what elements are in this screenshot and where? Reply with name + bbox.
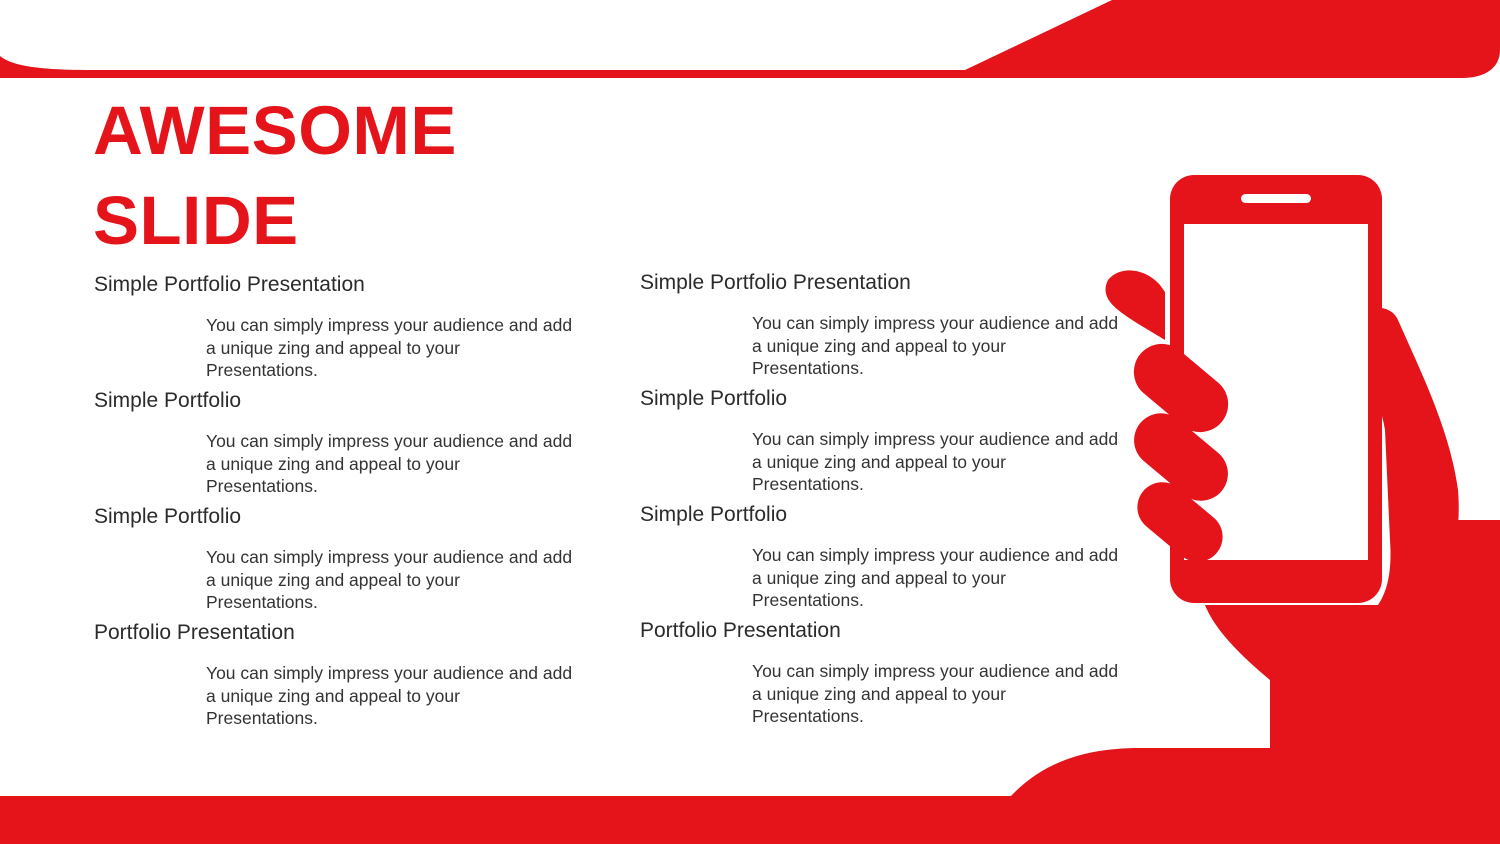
top-banner-shape [0, 0, 1500, 78]
list-item [640, 500, 1120, 616]
list-item [94, 270, 574, 386]
item-heading: Simple Portfolio [94, 505, 242, 528]
bottom-band [0, 796, 1500, 844]
list-item [640, 268, 1120, 384]
list-item [94, 618, 574, 734]
item-description: You can simply impress your audience and add a unique zing and appeal to your Presentations. [752, 429, 1119, 494]
item-description: You can simply impress your audience and add a unique zing and appeal to your Presentations. [206, 547, 573, 612]
item-description: You can simply impress your audience and add a unique zing and appeal to your Presentations. [206, 431, 573, 496]
item-heading: Portfolio Presentation [94, 621, 295, 644]
item-description: You can simply impress your audience and add a unique zing and appeal to your Presentations. [752, 545, 1119, 610]
item-heading: Simple Portfolio [640, 387, 788, 410]
item-description: You can simply impress your audience and add a unique zing and appeal to your Presentations. [752, 661, 1119, 726]
list-item [94, 386, 574, 502]
right-column [640, 268, 1120, 732]
list-item [640, 384, 1120, 500]
item-heading: Simple Portfolio Presentation [640, 271, 911, 294]
item-heading: Simple Portfolio [94, 389, 242, 412]
item-heading: Portfolio Presentation [640, 619, 841, 642]
title-line-1: AWESOME [93, 92, 457, 169]
title-line-2: SLIDE [93, 182, 299, 259]
slide-title [93, 86, 457, 266]
item-description: You can simply impress your audience and add a unique zing and appeal to your Presentations. [206, 315, 573, 380]
item-description: You can simply impress your audience and add a unique zing and appeal to your Presentations. [206, 663, 573, 728]
item-heading: Simple Portfolio [640, 503, 788, 526]
list-item [94, 502, 574, 618]
item-heading: Simple Portfolio Presentation [94, 273, 365, 296]
item-description: You can simply impress your audience and add a unique zing and appeal to your Presentations. [752, 313, 1119, 378]
left-column [94, 270, 574, 734]
list-item [640, 616, 1120, 732]
